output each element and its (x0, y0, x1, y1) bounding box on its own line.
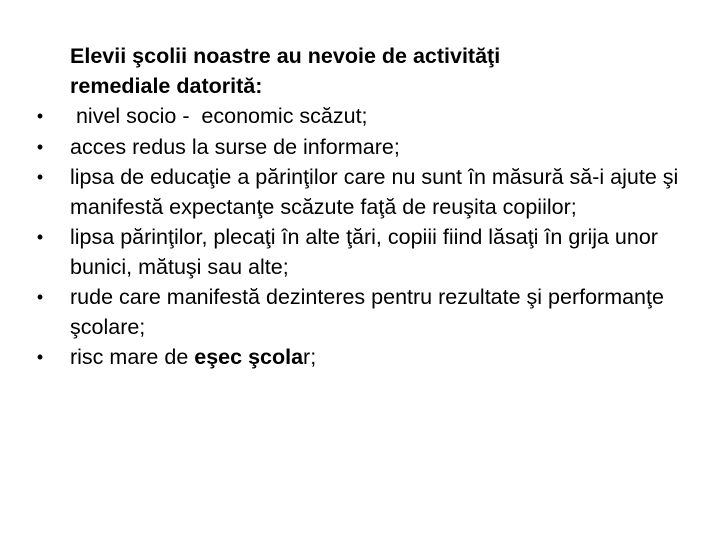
bullet-icon: • (36, 136, 44, 157)
heading-line-2: remediale datorită: (70, 73, 263, 98)
list-item (36, 223, 700, 282)
heading-line-1: Elevii şcolii noastre au nevoie de activităţi (70, 44, 501, 68)
list-item-text: lipsa de educaţie a părinţilor care nu sunt în măsură să-i ajute şi manifestă expectanţe scăzute faţă de reuşita copiilor; (70, 165, 679, 219)
list-item (36, 163, 700, 222)
heading (70, 42, 700, 101)
bullet-icon: • (36, 106, 44, 126)
list-item-text-end: r; (303, 345, 317, 369)
bullet-icon: • (36, 227, 44, 247)
list-item (36, 283, 700, 342)
list-item-text: nivel socio - economic scăzut; (70, 104, 368, 128)
list-item (36, 133, 700, 163)
bullet-icon: • (36, 287, 44, 307)
list-item-text: acces redus la surse de informare; (70, 134, 400, 159)
slide-content (36, 42, 700, 374)
list-item (36, 343, 700, 373)
bullet-icon: • (36, 167, 44, 187)
bullet-icon: • (36, 347, 44, 367)
bullet-list (36, 102, 700, 373)
list-item-text-start: risc mare de (70, 345, 195, 369)
list-item-text: rude care manifestă dezinteres pentru rezultate şi performanţe şcolare; (70, 285, 664, 339)
list-item-text: lipsa părinţilor, plecaţi în alte ţări, copiii fiind lăsaţi în grija unor bunici, mătuşi sau alte; (70, 225, 658, 279)
list-item (36, 102, 700, 132)
list-item-text-bold: eşec şcola (194, 345, 304, 369)
